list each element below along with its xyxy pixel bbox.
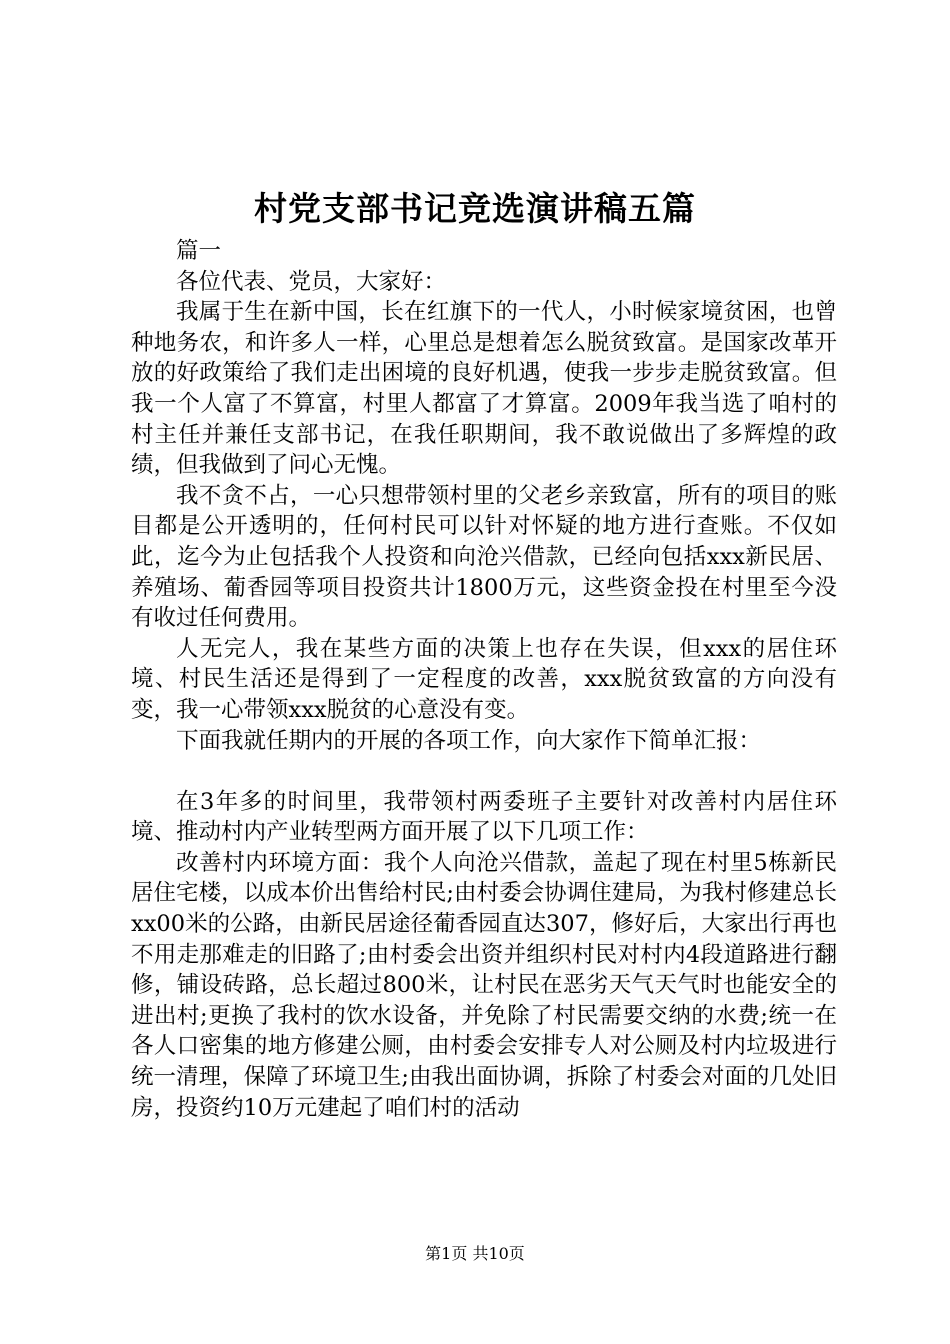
- body-paragraph: 改善村内环境方面：我个人向沧兴借款，盖起了现在村里5栋新民居住宅楼，以成本价出售给村民;由村委会协调住建局，为我村修建总长xx00米的公路，由新民居途径葡香园直达307，修好后，大家出行再也不用走那难走的旧路了;由村委会出资并组织村民对村内4段道路进行翻修，铺设砖路，总长超过800米，让村民在恶劣天气天气时也能安全的进出村;更换了我村的饮水设备，并免除了村民需要交纳的水费;统一在各人口密集的地方修建公厕，由村委会安排专人对公厕及村内垃圾进行统一清理，保障了环境卫生;由我出面协调，拆除了村委会对面的几处旧房，投资约10万元建起了咱们村的活动: [131, 849, 837, 1121]
- document-title: 村党支部书记竞选演讲稿五篇: [254, 189, 696, 228]
- body-paragraph: 在3年多的时间里，我带领村两委班子主要针对改善村内居住环境、推动村内产业转型两方面开展了以下几项工作：: [131, 788, 837, 846]
- body-paragraph: 人无完人，我在某些方面的决策上也存在失误，但xxx的居住环境、村民生活还是得到了一定程度的改善，xxx脱贫致富的方向没有变，我一心带领xxx脱贫的心意没有变。: [131, 635, 837, 723]
- greeting-paragraph: 各位代表、党员，大家好：: [176, 268, 447, 295]
- body-paragraph: 我不贪不占，一心只想带领村里的父老乡亲致富，所有的项目的账目都是公开透明的，任何村民可以针对怀疑的地方进行查账。不仅如此，迄今为止包括我个人投资和向沧兴借款，已经向包括xxx新民居、养殖场、葡香园等项目投资共计1800万元，这些资金投在村里至今没有收过任何费用。: [131, 482, 837, 632]
- section-heading: 篇一: [176, 238, 222, 264]
- body-paragraph: 我属于生在新中国，长在红旗下的一代人，小时候家境贫困，也曾种地务农，和许多人一样，心里总是想着怎么脱贫致富。是国家改革开放的好政策给了我们走出困境的良好机遇，使我一步步走脱贫致富。但我一个人富了不算富，村里人都富了才算富。2009年我当选了咱村的村主任并兼任支部书记，在我任职期间，我不敢说做出了多辉煌的政绩，但我做到了问心无愧。: [131, 299, 837, 479]
- page-footer: 第1页 共10页: [425, 1244, 525, 1263]
- body-paragraph: 下面我就任期内的开展的各项工作，向大家作下简单汇报：: [176, 727, 762, 754]
- paragraph-spacer: [131, 756, 837, 787]
- document-body: [131, 236, 837, 1123]
